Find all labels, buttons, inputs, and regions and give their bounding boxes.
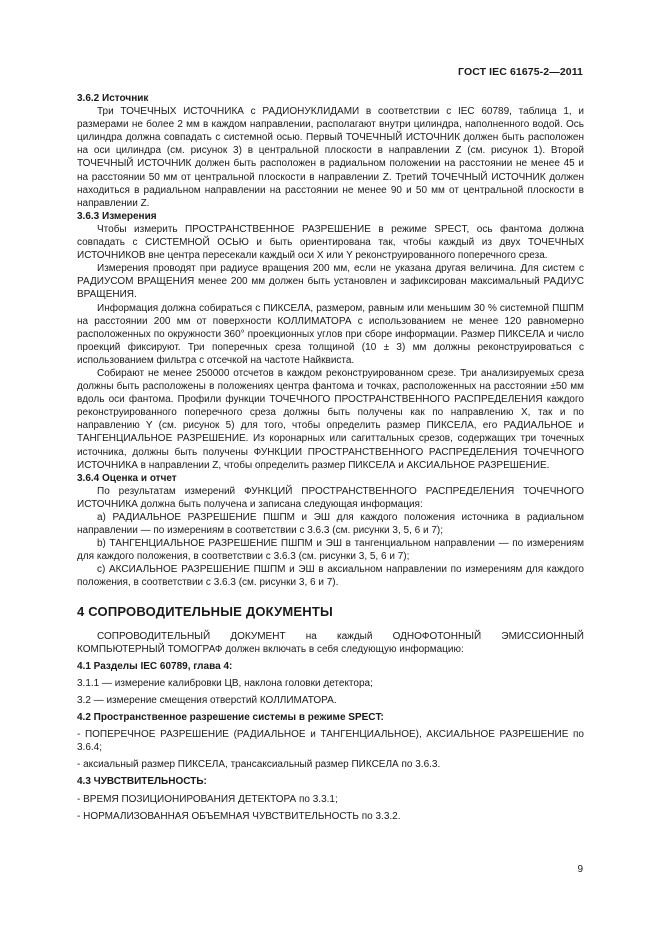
list-item-b: b) ТАНГЕНЦИАЛЬНОЕ РАЗРЕШЕНИЕ ПШПМ и ЭШ в тангенциальном направлении — по измерениям для каждого положения, в соответствии с 3.6.3 (см. рисунки 3, 5, 6 и 7); — [77, 538, 584, 563]
section-4-2-item-1: - ПОПЕРЕЧНОЕ РАЗРЕШЕНИЕ (РАДИАЛЬНОЕ и ТАНГЕНЦИАЛЬНОЕ), АКСИАЛЬНОЕ РАЗРЕШЕНИЕ по 3.6.4; — [77, 729, 584, 754]
section-3-6-3-paragraph-2: Измерения проводят при радиусе вращения 200 мм, если не указана другая величина. Для систем с РАДИУСОМ ВРАЩЕНИЯ менее 200 мм должен быть установлен и зафиксирован максимальный РАДИУС ВРАЩЕНИЯ. — [77, 263, 584, 301]
section-3-6-4-heading: 3.6.4 Оценка и отчет — [77, 472, 177, 484]
section-3-6-3-paragraph-3: Информация должна собираться с ПИКСЕЛА, размером, равным или меньшим 30 % системной ПШПМ на расстоянии 200 мм от поверхности КОЛЛИМАТОРА с использованием не менее 120 равномерно расположенных по окружности 360° проекционных углов при сборе информации. Размер ПИКСЕЛА и число проекций фиксируют. Три поперечных среза толщиной (10 ± 3) мм должны реконструироваться с использованием фильтра с отсечкой на частоте Найквиста. — [77, 302, 584, 366]
section-3-6-4-paragraph: По результатам измерений ФУНКЦИЙ ПРОСТРАНСТВЕННОГО РАСПРЕДЕЛЕНИЯ ТОЧЕЧНОГО ИСТОЧНИКА должна быть получена и записана следующая информация: — [77, 485, 584, 510]
document-id-header: ГОСТ IEC 61675-2—2011 — [458, 66, 583, 78]
list-item-c: c) АКСИАЛЬНОЕ РАЗРЕШЕНИЕ ПШПМ и ЭШ в аксиальном направлении по измерениям для каждого положения, в соответствии с 3.6.3 (см. рисунки 3, 6 и 7). — [77, 564, 584, 589]
page-number: 9 — [577, 864, 583, 875]
section-4-3-item-2: - НОРМАЛИЗОВАННАЯ ОБЪЕМНАЯ ЧУВСТВИТЕЛЬНОСТЬ по 3.3.2. — [77, 810, 401, 822]
section-4-1-heading: 4.1 Разделы IEC 60789, глава 4: — [77, 660, 233, 672]
section-3-6-3-paragraph-1: Чтобы измерить ПРОСТРАНСТВЕННОЕ РАЗРЕШЕНИЕ в режиме SPECT, ось фантома должна совпадать с СИСТЕМНОЙ ОСЬЮ и быть ориентирована так, чтобы каждый из двух ТОЧЕЧНЫХ ИСТОЧНИКОВ вне центра пересекали каждый оси X или Y реконструированного поперечного среза. — [77, 223, 584, 262]
section-4-2-heading: 4.2 Пространственное разрешение системы в режиме SPECT: — [77, 712, 384, 724]
section-4-heading: 4 СОПРОВОДИТЕЛЬНЫЕ ДОКУМЕНТЫ — [77, 603, 333, 619]
section-3-6-2-paragraph: Три ТОЧЕЧНЫХ ИСТОЧНИКА с РАДИОНУКЛИДАМИ в соответствии с IEC 60789, таблица 1, и размерами не более 2 мм в каждом направлении, располагают внутри цилиндра, наполненного водой. Ось цилиндра должна совпадать с системной осью. Первый ТОЧЕЧНЫЙ ИСТОЧНИК должен быть расположен на оси цилиндра (см. рисунок 3) в центральной плоскости в направлении Z (см. рисунок 1). Второй ТОЧЕЧНЫЙ ИСТОЧНИК должен быть расположен в радиальном положении на расстоянии не менее 45 и на расстоянии 50 мм от центральной плоскости в направлении Z. Третий ТОЧЕЧНЫЙ ИСТОЧНИК должен находиться в радиальном направлении на расстоянии не менее 90 и 50 мм от центральной плоскости в направлении Z. — [77, 106, 584, 209]
page-content — [77, 92, 584, 823]
section-4-1-item-2: 3.2 — измерение смещения отверстий КОЛЛИМАТОРА. — [77, 694, 337, 706]
section-4-1-item-1: 3.1.1 — измерение калибровки ЦВ, наклона головки детектора; — [77, 677, 373, 689]
section-4-2-item-2: - аксиальный размер ПИКСЕЛА, трансаксиальный размер ПИКСЕЛА по 3.6.3. — [77, 759, 441, 771]
section-3-6-3-paragraph-4: Собирают не менее 250000 отсчетов в каждом реконструированном срезе. Три анализируемых среза должны быть расположены в положениях центра фантома и точках, расположенных на расстоянии ±50 мм вдоль оси фантома. Профили функции ТОЧЕЧНОГО ПРОСТРАНСТВЕННОГО РАСПРЕДЕЛЕНИЯ каждого реконструированного поперечного среза должны быть получены как по направлению X, так и по направлению Y (см. рисунок 5) для того, чтобы определить размер ПИКСЕЛА, его РАДИАЛЬНОЕ и ТАНГЕНЦИАЛЬНОЕ РАЗРЕШЕНИЕ. Из коронарных или сагиттальных срезов, содержащих три точечных источника, должны быть получены ФУНКЦИИ ПРОСТРАНСТВЕННОГО РАСПРЕДЕЛЕНИЯ ТОЧЕЧНОГО ИСТОЧНИКА в направлении Z, чтобы определить размер ПИКСЕЛА и АКСИАЛЬНОЕ РАЗРЕШЕНИЕ. — [77, 367, 584, 471]
section-4-intro: СОПРОВОДИТЕЛЬНЫЙ ДОКУМЕНТ на каждый ОДНОФОТОННЫЙ ЭМИССИОННЫЙ КОМПЬЮТЕРНЫЙ ТОМОГРАФ должен включать в себя следующую информацию: — [77, 630, 584, 655]
section-4-3-heading: 4.3 ЧУВСТВИТЕЛЬНОСТЬ: — [77, 776, 207, 788]
section-4-3-item-1: - ВРЕМЯ ПОЗИЦИОНИРОВАНИЯ ДЕТЕКТОРА по 3.3.1; — [77, 793, 338, 805]
list-item-a: a) РАДИАЛЬНОЕ РАЗРЕШЕНИЕ ПШПМ и ЭШ для каждого положения источника в радиальном направлении — по измерениям в соответствии с 3.6.3 (см. рисунки 3, 5, 6 и 7); — [77, 512, 584, 537]
section-3-6-3-heading: 3.6.3 Измерения — [77, 210, 157, 222]
section-3-6-2-heading: 3.6.2 Источник — [77, 93, 149, 104]
